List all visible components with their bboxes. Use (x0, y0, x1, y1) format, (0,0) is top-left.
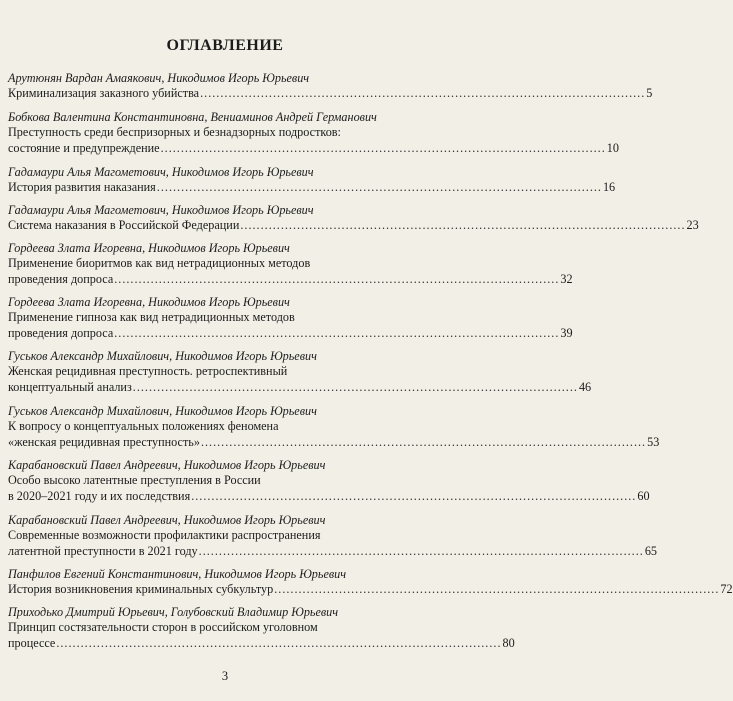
entry-title: проведения допроса (8, 325, 114, 340)
entry-last-line (8, 218, 699, 234)
entry-page: 46 (578, 379, 592, 394)
toc-entry (8, 567, 733, 598)
toc-entry (8, 110, 619, 156)
entry-title-line: Применение гипноза как вид нетрадиционных методов (8, 310, 295, 324)
entry-title: История возникновения криминальных субкультур (8, 582, 274, 596)
entry-authors: Панфилов Евгений Константинович, Никодимов Игорь Юрьевич (8, 567, 347, 581)
entry-title: процессе (8, 635, 56, 650)
entry-title-line: Особо высоко латентные преступления в России (8, 473, 261, 487)
toc-entry (8, 349, 592, 395)
entry-page: 32 (560, 271, 573, 286)
entry-authors: Гордеева Злата Игоревна, Никодимов Игорь Юрьевич (8, 241, 290, 255)
entry-authors: Гадамаури Алья Магометович, Никодимов Игорь Юрьевич (8, 165, 314, 179)
entry-title: проведения допроса (8, 271, 114, 286)
entry-page: 65 (644, 543, 657, 558)
entry-page: 10 (606, 140, 619, 155)
entry-last-line (8, 488, 650, 505)
toc-entry (8, 241, 573, 287)
entry-title-line: Преступность среди беспризорных и безнадзорных подростков: (8, 125, 341, 139)
entry-authors: Арутюнян Вардан Амаякович, Никодимов Игорь Юрьевич (8, 71, 310, 85)
entry-page: 5 (646, 86, 653, 100)
leader-dots: .............................................................................................................. (114, 271, 560, 286)
entry-page: 23 (686, 218, 699, 232)
entry-title: Система наказания в Российской Федерации (8, 218, 240, 232)
leader-dots: .............................................................................................................. (156, 180, 602, 194)
page-number: 3 (221, 669, 229, 683)
page-title: ОГЛАВЛЕНИЕ (166, 37, 284, 54)
toc-entry (8, 605, 515, 651)
entry-page: 53 (647, 434, 660, 449)
entry-title: «женская рецидивная преступность» (8, 434, 200, 449)
entry-page: 60 (637, 488, 650, 503)
entry-page: 16 (602, 180, 616, 194)
entry-page: 80 (502, 635, 515, 650)
entry-last-line (8, 86, 653, 102)
leader-dots: .............................................................................................................. (191, 488, 637, 503)
entry-title: История развития наказания (8, 180, 156, 194)
entry-authors: Гордеева Злата Игоревна, Никодимов Игорь Юрьевич (8, 295, 290, 309)
entry-authors: Гадамаури Алья Магометович, Никодимов Игорь Юрьевич (8, 203, 314, 217)
entry-authors: Карабановский Павел Андреевич, Никодимов Игорь Юрьевич (8, 458, 326, 472)
entry-last-line (8, 140, 619, 157)
toc-entry (8, 404, 660, 450)
leader-dots: .............................................................................................................. (200, 434, 647, 449)
entry-title: в 2020–2021 году и их последствия (8, 488, 191, 503)
entry-last-line (8, 325, 573, 342)
entry-title-line: Принцип состязательности сторон в российском уголовном (8, 620, 318, 634)
leader-dots: .............................................................................................................. (274, 582, 720, 596)
entry-authors: Гуськов Александр Михайлович, Никодимов Игорь Юрьевич (8, 349, 317, 363)
leader-dots: .............................................................................................................. (240, 218, 686, 232)
toc-entry (8, 71, 653, 102)
leader-dots: .............................................................................................................. (132, 379, 578, 394)
leader-dots: .............................................................................................................. (56, 635, 502, 650)
entry-last-line (8, 271, 573, 288)
entry-page: 39 (560, 325, 573, 340)
entry-last-line (8, 379, 592, 396)
leader-dots: .............................................................................................................. (198, 543, 644, 558)
entry-title-line: Женская рецидивная преступность. ретроспективный (8, 364, 288, 378)
leader-dots: .............................................................................................................. (200, 86, 646, 100)
entry-last-line (8, 543, 657, 560)
entry-authors: Гуськов Александр Михайлович, Никодимов Игорь Юрьевич (8, 404, 317, 418)
entry-title-line: Применение биоритмов как вид нетрадиционных методов (8, 256, 311, 270)
toc-entry (8, 458, 650, 504)
toc-entry (8, 295, 573, 341)
entry-authors: Бобкова Валентина Константиновна, Вениаминов Андрей Германович (8, 110, 377, 124)
entry-title: состояние и предупреждение (8, 140, 160, 155)
entry-title-line: К вопросу о концептуальных положениях феномена (8, 419, 279, 433)
entry-page: 72 (720, 582, 733, 596)
leader-dots: .............................................................................................................. (160, 140, 606, 155)
entry-title: латентной преступности в 2021 году (8, 543, 198, 558)
entry-last-line (8, 582, 733, 598)
entry-authors: Карабановский Павел Андреевич, Никодимов Игорь Юрьевич (8, 513, 326, 527)
entry-authors: Приходько Дмитрий Юрьевич, Голубовский Владимир Юрьевич (8, 605, 339, 619)
entry-last-line (8, 180, 616, 196)
toc-entry (8, 513, 657, 559)
entry-last-line (8, 434, 660, 451)
toc-entry (8, 203, 699, 234)
toc-entry (8, 165, 616, 196)
leader-dots: .............................................................................................................. (114, 325, 560, 340)
entry-last-line (8, 635, 515, 652)
entry-title: Криминализация заказного убийства (8, 86, 200, 100)
entry-title: концептуальный анализ (8, 379, 132, 394)
entry-title-line: Современные возможности профилактики распространения (8, 528, 321, 542)
